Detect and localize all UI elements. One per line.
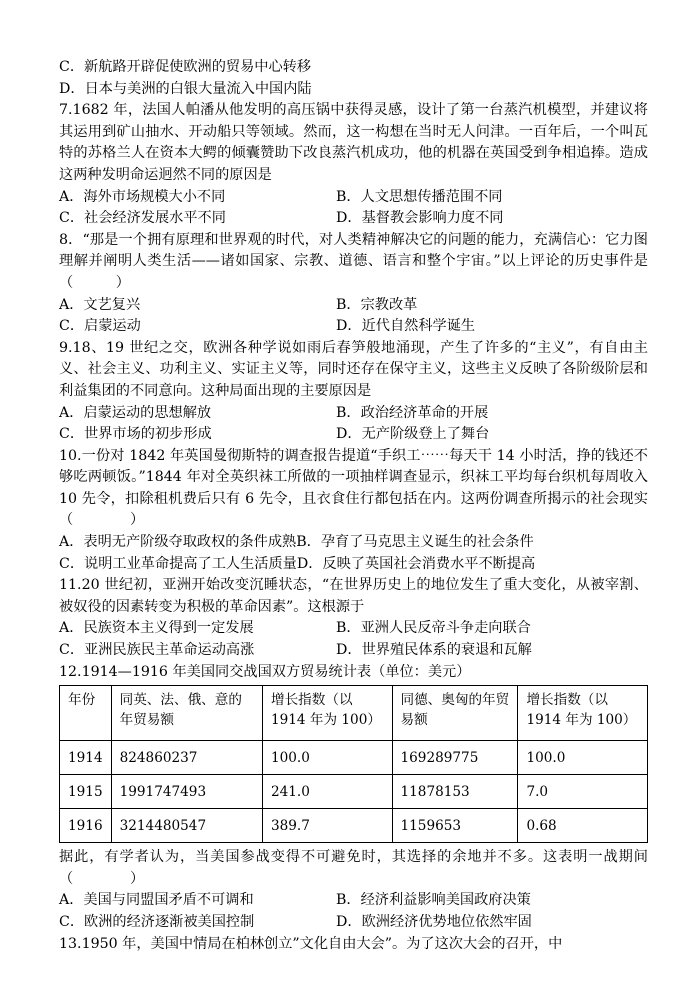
- q11-options-row2: [59, 640, 648, 662]
- table-cell: 0.68: [518, 809, 648, 843]
- q8-option-d: D．近代自然科学诞生: [336, 318, 476, 335]
- q9-stem: 9.18、19 世纪之交，欧洲各种学说如雨后春笋般地涌现，产生了许多的“主义”，有自由主义、社会主义、功利主义、实证主义等，同时还存在保守主义，这些主义反映了各阶级阶层和利益集团的不同意向。这种局面出现的主要原因是: [59, 339, 648, 399]
- question-8: [59, 230, 648, 338]
- q12-table-caption: 12.1914—1916 年美国同交战国双方贸易统计表（单位：美元）: [59, 663, 471, 680]
- table-cell: 100.0: [518, 741, 648, 775]
- q7-option-b: B．人文思想传播范围不同: [336, 188, 503, 205]
- table-cell: 241.0: [262, 775, 392, 809]
- header-year: 年份: [60, 686, 112, 741]
- q10-option-b: B．孕育了马克思主义诞生的社会条件: [296, 534, 534, 551]
- q10-options-row2: [59, 554, 648, 576]
- table-cell: 1916: [60, 809, 112, 843]
- question-10: [59, 446, 648, 576]
- q8-option-a: A．文艺复兴: [59, 296, 141, 313]
- question-9: [59, 338, 648, 446]
- q12-option-d: D．欧洲经济优势地位依然牢固: [336, 914, 532, 930]
- trade-statistics-table: [59, 685, 648, 843]
- q12-option-c: C．欧洲的经济逐渐被美国控制: [59, 914, 255, 930]
- q7-options-row2: [59, 208, 648, 230]
- question-11: [59, 575, 648, 661]
- q8-options-row1: [59, 295, 648, 317]
- header-allied-index: 增长指数（以 1914 年为 100）: [262, 686, 392, 741]
- q9-option-a: A．启蒙运动的思想解放: [59, 404, 212, 421]
- q12-option-a: A．美国与同盟国矛盾不可调和: [59, 892, 254, 909]
- q10-stem: 10.一份对 1842 年英国曼彻斯特的调查报告提道“手织工⋯⋯每天干 14 小时活，挣的钱还不够吃两顿饭。”1844 年对全英织袜工所做的一项抽样调查显示，织袜工平均每台织机每周收入 10 先令，扣除租机费后只有 6 先令，且衣食住行都包括在内。这两份调查所揭示的社会现实（ ）: [59, 447, 648, 529]
- q10-option-c: C．说明工业革命提高了工人生活质量: [59, 555, 297, 572]
- table-row: [60, 741, 648, 775]
- q8-options-row2: [59, 316, 648, 338]
- header-central-trade: 同德、奥匈的年贸易额: [392, 686, 518, 741]
- q7-option-c: C．社会经济发展水平不同: [59, 210, 226, 227]
- table-cell: 389.7: [262, 809, 392, 843]
- q12-option-b: B．经济利益影响美国政府决策: [336, 892, 531, 909]
- q10-options-row1: [59, 532, 648, 554]
- table-cell: 1914: [60, 741, 112, 775]
- header-central-index: 增长指数（以 1914 年为 100）: [518, 686, 648, 741]
- q6-option-c: C．新航路开辟促使欧洲的贸易中心转移: [59, 59, 312, 75]
- table-cell: 169289775: [392, 741, 518, 775]
- q10-option-a: A．表明无产阶级夺取政权的条件成熟: [59, 534, 297, 551]
- q13-stem: 13.1950 年，美国中情局在柏林创立”文化自由大会”。为了这次大会的召开，中: [59, 935, 563, 952]
- table-cell: 7.0: [518, 775, 648, 809]
- q9-option-b: B．政治经济革命的开展: [336, 404, 489, 421]
- question-7: [59, 100, 648, 230]
- header-allied-trade: 同英、法、俄、意的年贸易额: [111, 686, 262, 741]
- table-cell: 1991747493: [111, 775, 262, 809]
- q6-option-d: D．日本与美洲的白银大量流入中国内陆: [59, 80, 312, 97]
- q11-option-d: D．世界殖民体系的衰退和瓦解: [336, 642, 532, 659]
- q7-options-row1: [59, 187, 648, 209]
- q11-option-b: B．亚洲人民反帝斗争走向联合: [336, 620, 531, 637]
- q9-options-row2: [59, 424, 648, 446]
- q7-option-a: A．海外市场规模大小不同: [59, 188, 226, 205]
- q11-option-c: C．亚洲民族民主革命运动高涨: [59, 642, 255, 659]
- q12-stem: 据此，有学者认为，当美国参战变得不可避免时，其选择的余地并不多。这表明一战期间（ ）: [59, 849, 648, 887]
- q7-option-d: D．基督教会影响力度不同: [336, 210, 504, 227]
- q8-option-b: B．宗教改革: [336, 296, 418, 313]
- q10-option-d: D．反映了英国社会消费水平不断提高: [296, 555, 536, 572]
- table-cell: 824860237: [111, 741, 262, 775]
- q11-option-a: A．民族资本主义得到一定发展: [59, 620, 254, 637]
- q11-stem: 11.20 世纪初，亚洲开始改变沉睡状态，“在世界历史上的地位发生了重大变化，从被宰割、被奴役的因素转变为积极的革命因素”。这根源于: [59, 577, 648, 615]
- q9-option-c: C．世界市场的初步形成: [59, 426, 212, 443]
- table-row: [60, 809, 648, 843]
- q12-options-row2: [59, 912, 648, 934]
- table-row: [60, 775, 648, 809]
- question-12: [59, 662, 648, 934]
- q9-option-d: D．无产阶级登上了舞台: [336, 426, 490, 443]
- q7-stem: 7.1682 年，法国人帕潘从他发明的高压锅中获得灵感，设计了第一台蒸汽机模型，并建议将其运用到矿山抽水、开动船只等领域。然而，这一构想在当时无人问津。一百年后，一个叫瓦特的苏格兰人在资本大鳄的倾囊赞助下改良蒸汽机成功，他的机器在英国受到争相追捧。造成这两种发明命运迥然不同的原因是: [59, 102, 648, 183]
- table-cell: 11878153: [392, 775, 518, 809]
- table-cell: 1915: [60, 775, 112, 809]
- table-cell: 3214480547: [111, 809, 262, 843]
- q8-option-c: C．启蒙运动: [59, 318, 141, 335]
- table-cell: 100.0: [262, 741, 392, 775]
- q12-options-row1: [59, 890, 648, 912]
- q8-stem: 8．“那是一个拥有原理和世界观的时代，对人类精神解决它的问题的能力，充满信心：它力图理解并阐明人类生活——诸如国家、宗教、道德、语言和整个宇宙。”以上评论的历史事件是（ ）: [59, 231, 648, 291]
- q9-options-row1: [59, 403, 648, 425]
- table-header-row: [60, 686, 648, 741]
- table-cell: 1159653: [392, 809, 518, 843]
- q11-options-row1: [59, 618, 648, 640]
